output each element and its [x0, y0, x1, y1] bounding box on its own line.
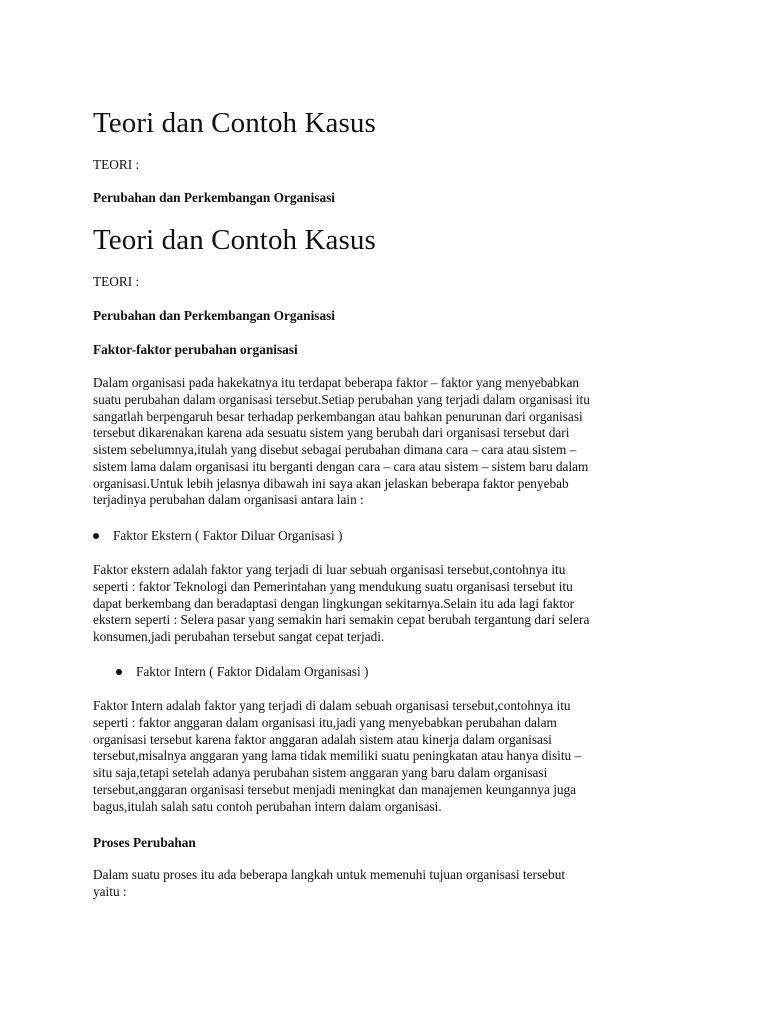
heading-title-2: Teori dan Contoh Kasus	[93, 224, 376, 256]
paragraph-proses	[93, 867, 683, 901]
teori-label-1: TEORI :	[93, 157, 140, 172]
paragraph-line: sistem lama dalam organisasi itu berganti dengan cara – cara atau sistem – sistem baru dalam	[93, 458, 589, 474]
paragraph-line: tersebut,misalnya anggaran yang lama tidak memiliki suatu peningkatan atau hanya disitu –	[93, 748, 582, 764]
paragraph-ekstern	[93, 562, 683, 646]
paragraph-intern	[93, 698, 683, 815]
bullet-item-intern	[116, 664, 368, 680]
paragraph-line: organisasi tersebut karena faktor anggaran adalah sistem atau kinerja dalam organisasi	[93, 731, 552, 747]
paragraph-line: konsumen,jadi perubahan tersebut sangat cepat terjadi.	[93, 629, 385, 644]
bullet-item-ekstern	[93, 528, 342, 544]
subheading-1: Perubahan dan Perkembangan Organisasi	[93, 190, 335, 205]
paragraph-line: sangatlah berpengaruh besar terhadap perkembangan atau bahkan penurunan dari organisasi	[93, 408, 583, 424]
paragraph-line: seperti : faktor anggaran dalam organisasi itu,jadi yang menyebabkan perubahan dalam	[93, 714, 557, 730]
bullet-dot-icon	[116, 669, 122, 675]
bullet-label: Faktor Ekstern ( Faktor Diluar Organisasi )	[113, 528, 343, 543]
paragraph-line: tersebut dikarenakan karena ada sesuatu sistem yang berubah dari organisasi tersebut dari	[93, 425, 570, 441]
paragraph-line: Dalam organisasi pada hakekatnya itu terdapat beberapa faktor – faktor yang menyebabkan	[93, 375, 579, 390]
paragraph-line: Faktor ekstern adalah faktor yang terjadi di luar sebuah organisasi tersebut,contohnya itu	[93, 562, 566, 577]
paragraph-line: bagus,itulah salah satu contoh perubahan intern dalam organisasi.	[93, 798, 442, 814]
paragraph-line: tersebut,anggaran organisasi tersebut menjadi meningkat dan manajemen keungannya juga	[93, 781, 577, 797]
subheading-2: Perubahan dan Perkembangan Organisasi	[93, 308, 335, 323]
paragraph-line: sistem sebelumnya,itulah yang disebut sebagai perubahan dimana cara – cara atau sistem –	[93, 442, 577, 457]
paragraph-line: organisasi.Untuk lebih jelasnya dibawah ini saya akan jelaskan beberapa faktor penyebab	[93, 475, 569, 491]
paragraph-line: seperti : faktor Teknologi dan Pemerintahan yang mendukung suatu organisasi tersebut itu	[93, 578, 573, 594]
bullet-dot-icon	[93, 533, 99, 539]
paragraph-line: Faktor Intern adalah faktor yang terjadi di dalam sebuah organisasi tersebut,contohnya itu	[93, 698, 571, 713]
paragraph-line: dapat berkembang dan beradaptasi dengan lingkungan sekitarnya.Selain itu ada lagi faktor	[93, 595, 575, 611]
section-heading-proses: Proses Perubahan	[93, 835, 196, 850]
section-heading-faktor: Faktor-faktor perubahan organisasi	[93, 342, 298, 357]
heading-title-1: Teori dan Contoh Kasus	[93, 107, 376, 139]
teori-label-2: TEORI :	[93, 274, 140, 289]
paragraph-line: yaitu :	[93, 883, 127, 899]
paragraph-line: suatu perubahan dalam organisasi tersebut.Setiap perubahan yang terjadi dalam organisasi itu	[93, 391, 590, 407]
paragraph-line: Dalam suatu proses itu ada beberapa langkah untuk memenuhi tujuan organisasi tersebut	[93, 867, 566, 882]
paragraph-line: situ saja,tetapi setelah adanya perubahan sistem anggaran yang baru dalam organisasi	[93, 765, 548, 780]
paragraph-intro	[93, 375, 683, 509]
paragraph-line: ekstern seperti : Selera pasar yang semakin hari semakin cepat berubah tergantung dari selera	[93, 612, 590, 628]
bullet-label: Faktor Intern ( Faktor Didalam Organisasi )	[136, 664, 369, 679]
paragraph-line: terjadinya perubahan dalam organisasi antara lain :	[93, 492, 364, 508]
